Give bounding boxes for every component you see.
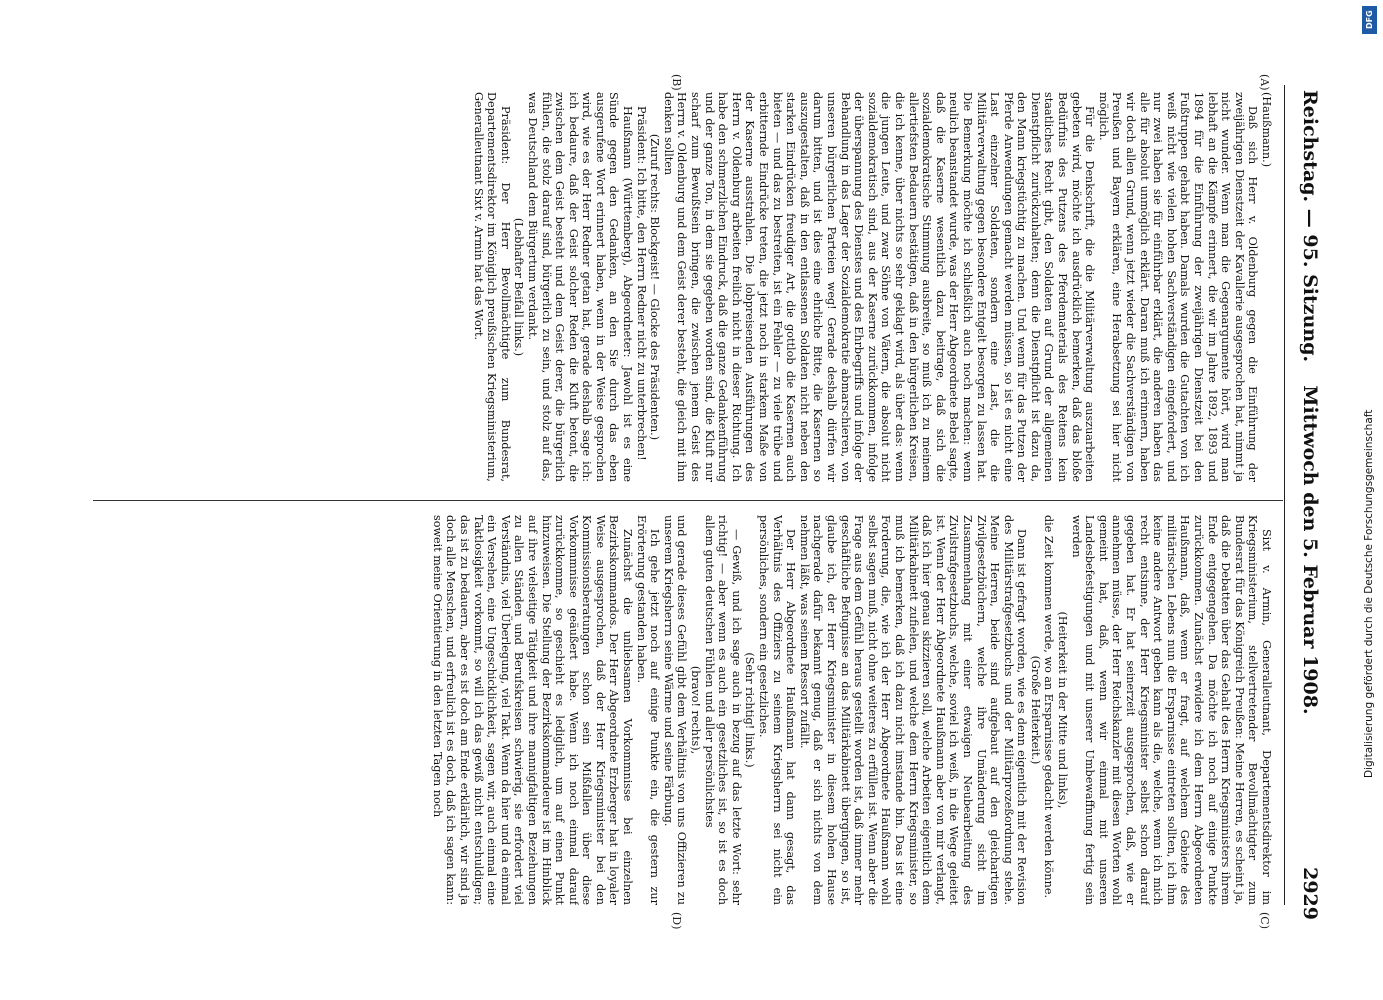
- page-header: [1285, 0, 1321, 1000]
- interjection: (Zuruf rechts: Blockgeist! — Glocke des Präsidenten.): [648, 133, 662, 441]
- interjection: (bravo! rechts),: [689, 665, 703, 755]
- paragraph: Präsident: Der Herr Bevollmächtigte zum Bundesrat, Departementsdirektor im Königlich preußischen Kriegsministerium, Generalleutnant Sixt v. Armin hat das Wort.: [471, 92, 512, 482]
- paragraph: Präsident: Ich bitte, den Herrn Redner nicht zu unterbrechen!: [634, 106, 648, 461]
- left-column: [98, 92, 1273, 482]
- paragraph: Daß sich Herr v. Oldenburg gegen die Einführung der zweijährigen Dienstzeit der Kavallerie ausgesprochen hat, nimmt ja nicht wunder. Wenn man die Gegenargumente hört, wird man lebhaft an die Kämpfe erinnert, die wir im Jahre 1892, 1893 und 1894 für die Einführung der zweijährigen Dienstzeit bei den Fußtruppen gehabt haben. Damals wurden die Gutachten von ich weiß nicht wie vielen hohen Sachverständigen eingefordert, und nur zwei haben sie für einführbar erklärt, die anderen haben das alle für absolut unmöglich erklärt. Daran muß ich erinnern, haben wir doch allen Grund, wenn jetzt wieder die Sachverständigen von Preußen und Bayern erklären, eine Herabsetzung sei hier nicht möglich.: [1096, 92, 1260, 482]
- paragraph: Der Herr Abgeordnete Haußmann hat dann gesagt, das Verhältnis des Offiziers zu seinem Kriegsherrn sei nicht ein persönliches, sondern ein gesetzliches.: [757, 515, 798, 905]
- interjection: (Heiterkeit in der Mitte und links),: [1056, 611, 1070, 809]
- interjection: (Große Heiterkeit.): [1028, 655, 1042, 765]
- page-number: 2929: [1299, 867, 1321, 920]
- funding-notice: Digitalisierung gefördert durch die Deutsche Forschungsgemeinschaft: [1363, 409, 1375, 778]
- interjection: (Lebhafter Beifall links.): [512, 217, 526, 357]
- funding-sidebar: [1361, 0, 1383, 1000]
- header-center: Mittwoch den 5. Februar 1908.: [1299, 385, 1321, 715]
- paragraph: — Gewiß, und ich sage auch in bezug auf das letzte Wort: sehr richtig! — aber wenn es auch ein gesetzliches ist, so ist es doch allem guten deutschen Fühlen und aller persönlichstes: [702, 515, 743, 905]
- header-rule: [1284, 85, 1285, 905]
- column-divider: [93, 500, 1283, 501]
- paragraph: Sixt v. Armin, Generalleutnant, Departementsdirektor im Kriegsministerium, stellvertretender Bevollmächtigter zum Bundesrat für das Königreich Preußen: Meine Herren, es scheint ja, daß die Debatten über das Gehalt des Herrn Kriegsministers ihrem Ende entgegengehen. Da möchte ich noch auf einige Punkte zurückkommen. Zunächst erwidere ich dem Herrn Abgeordneten Haußmann, daß, wenn er fragt, auf welchem Gebiete des militärischen Lebens nun die Ersparnisse eintreten sollten, ich ihm keine andere Antwort geben kann als die, welche, wenn ich mich recht entsinne, der Herr Kriegsminister selbst schon darauf gegeben hat. Er hat seinerzeit ausgesprochen, daß, wie er annehmen müsse, der Herr Reichskanzler mit diesen Worten wohl gemeint hat, daß, wenn wir einmal mit unseren Landesbefestigungen und mit unserer Umbewaffnung fertig sein werden: [1069, 515, 1273, 905]
- interjection: (Sehr richtig! links.): [743, 652, 757, 768]
- right-column: [98, 515, 1273, 905]
- margin-mark-d: (D): [670, 912, 683, 930]
- paragraph: Haußmann (Württemberg), Abgeordneter: Jawohl ist es eine Sünde gegen den Gedanken, an den Sie durch das eben ausgerufene Wort erinnert haben, wenn in der Weise gesprochen wird, wie es der Herr Redner getan hat, gerade deshalb sage ich: ich bedaure, daß der Geist solcher Reden die Kluft betont, die zwischen dem Geist besteht und dem Geist derer, die bürgerlich fühlen, die stolz darauf sind, bürgerlich zu sein, und stolz auf das, was Deutschland dem Bürgertum verdankt.: [525, 92, 635, 482]
- dfg-logo-icon: DFG: [1362, 6, 1377, 34]
- margin-mark-c: (C): [1258, 912, 1271, 929]
- header-left: Reichstag. — 95. Sitzung.: [1299, 90, 1321, 363]
- speaker-continuation: (Haußmann.): [1260, 92, 1273, 168]
- paragraph: Für die Denkschrift, die die Militärverwaltung auszuarbeiten gebeten wird, möchte ich ausdrücklich bemerken, daß das bloße Bedürfnis des Putzens des Pferdematerials des Reitens kein staatliches Recht gibt, den Soldaten auf Grund der allgemeinen Dienstpflicht zurückzuhalten; denn die Dienstpflicht ist dazu da, den Mann kriegstüchtig zu machen. Und wenn für das Putzen der Pferde Anwendungen gemacht werden müssen, so ist es nicht eine Last einzelner Soldaten, sondern eine Last, die die Militärverwaltung gegen besondere Entgelt besorgen zu lassen hat. Die Bemerkung möchte ich schließlich auch noch machen: wenn neulich beanstandet wurde, was der Herr Abgeordnete Bebel sagte, daß die Kaserne wesentlich dazu beitrage, daß sich die sozialdemokratische Stimmung ausbreite, so muß ich zu meinem allertiefsten Bedauern bestätigen, daß in den bürgerlichen Kreisen, die ich kenne, über nichts so sehr geklagt wird, als über das: wenn die jungen Leute, und zwar Söhne von Vätern, die absolut nicht sozialdemokratisch sind, aus der Kaserne zurückkommen, infolge der überspannung des Dienstes und des Ehrbegriffs und infolge der Behandlung in das Lager der Sozialdemokratie abmarschieren, von unseren bürgerlichen Parteien weg! Gerade deshalb dürfen wir darum bitten, und ist dies eine ehrliche Bitte, die Kasernen so auszugestalten, daß in den entlassenen Soldaten nicht neben den starken Eindrücken freudiger Art, die gottlob die Kasernen auch bieten — und das zu bestreiten, ist ein Fehler — zu viele trübe und erbitternde Eindrücke treten, die jetzt noch in starkem Maße von der Kaserne ausstrahlen. Die lobpreisenden Ausführungen des Herrn v. Oldenburg arbeiten freilich nicht in dieser Richtung. Ich habe den schmerzlichen Eindruck, daß die ganze Gedankenführung und der ganze Ton, in dem sie gegeben worden sind, die Kluft nur scharf zum Bewußtsein bringen, die zwischen jenem Geist des Herrn v. Oldenburg und dem Geist derer besteht, die gleich mit ihm denken sollten: [661, 92, 1097, 482]
- margin-mark-b: (B): [670, 74, 683, 91]
- paragraph: und gerade dieses Gefühl gibt dem Verhältnis von uns Offizieren zu unserem Kriegsherrn seine Wärme und seine Färbung.: [661, 515, 689, 905]
- margin-mark-a: (A): [1258, 74, 1271, 91]
- paragraph: Dann ist gefragt worden, wie es denn eigentlich mit der Revision des Militärstrafgesetzbuchs und der Militärprozeßordnung stehe. Meine Herren, beide sind aufgebaut auf den gleichartigen Zivilgesetzbüchern, welche ihre Umänderung sicht im Zusammenhang mit einer etwaigen Neubearbeitung des Zivilstrafgesetzbuchs, welche, soviel ich weiß, in die Wege geleitet ist. Wenn der Herr Abgeordnete Haußmann aber von mir verlangt, daß ich hier genau skizzieren soll, welche Arbeiten eigentlich dem Militärkabinett zufielen, und welche dem Herrn Kriegsminister, so muß ich bemerken, daß ich dazu nicht imstande bin. Das ist eine Forderung, die, wie ich der Herr Abgeordnete Haußmann wohl selbst sagen muß, nicht ohne weiteres zu erfüllen ist. Wenn aber die Frage aus dem Gefühl heraus gestellt worden ist, daß immer mehr geschäftliche Befugnisse an das Militärkabinett übergingen, so ist, glaube ich, der Herr Kriegsminister in diesem hohen Hause nachgerade dafür bekannt genug, daß er sich nichts von dem nehmen läßt, was seinem Ressort zufällt.: [797, 515, 1029, 905]
- paragraph: die Zeit kommen werde, wo an Ersparnisse gedacht werden könne.: [1042, 515, 1056, 898]
- paragraph: Ich gehe jetzt noch auf einige Punkte ein, die gestern zur Erörterung gestanden haben.: [634, 515, 662, 905]
- paragraph: Zunächst die unliebsamen Vorkommnisse bei einzelnen Bezirkskommandos. Der Herr Abgeordnete Erzberger hat in loyaler Weise ausgesprochen, daß der Herr Kriegsminister bei den Kommissionsberatungen schon sein Mißfallen über diese Vorkommnisse geäußert habe. Wenn ich noch einmal darauf zurückkomme, so geschieht es lediglich, um auf einen Punkt hinzuweisen. Die Stellung der Bezirkskommandeure ist im Hinblick auf ihre vielseitige Tätigkeit und ihre mannigfaltigen Beziehungen zu allen Ständen und Berufskreisen schwierig, sie erfordert viel Verständnis, viel Überlegung, viel Takt. Wenn da hier und da einmal ein Versehen, eine Ungeschicklichkeit, sagen wir, auch einmal eine Taktlosigkeit vorkommt, so will ich das gewiß nicht entschuldigen; das ist zu bedauern, aber es ist doch am Ende erklärlich, wir sind ja doch alle Menschen, und erfreulich ist es doch, daß ich sagen kann: soweit meine Orientierung in den letzten Tagen noch: [430, 515, 635, 905]
